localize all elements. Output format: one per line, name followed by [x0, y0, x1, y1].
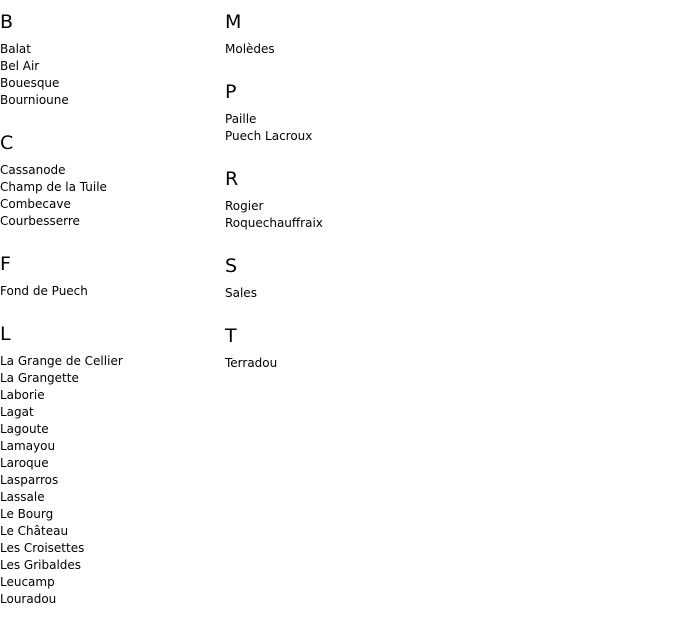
list-item[interactable]: Sales	[225, 286, 257, 300]
name-list	[0, 41, 220, 109]
section-heading: B	[0, 11, 14, 33]
list-item[interactable]: Les Croisettes	[0, 541, 85, 555]
list-item[interactable]: Laborie	[0, 388, 45, 402]
list-item[interactable]: Lagoute	[0, 422, 49, 436]
letter-group-p	[225, 81, 485, 145]
list-item[interactable]: Lamayou	[0, 439, 56, 453]
name-list	[225, 355, 485, 372]
name-list	[225, 41, 485, 58]
list-item[interactable]: Le Château	[0, 524, 69, 538]
section-heading: S	[225, 255, 238, 277]
name-list	[0, 162, 220, 230]
letter-group-s	[225, 255, 485, 302]
list-item[interactable]: Leucamp	[0, 575, 55, 589]
list-item[interactable]: Le Bourg	[0, 507, 54, 521]
letter-group-m	[225, 11, 485, 58]
list-item[interactable]: Champ de la Tuile	[0, 180, 107, 194]
list-item[interactable]: La Grangette	[0, 371, 79, 385]
section-heading: F	[0, 253, 11, 275]
list-item[interactable]: Terradou	[225, 356, 278, 370]
list-item[interactable]: Molèdes	[225, 42, 275, 56]
letter-group-b	[0, 11, 220, 109]
list-item[interactable]: Courbesserre	[0, 214, 80, 228]
name-list	[0, 353, 220, 608]
letter-group-t	[225, 325, 485, 372]
list-item[interactable]: Fond de Puech	[0, 284, 88, 298]
section-heading: L	[0, 323, 11, 345]
section-heading: M	[225, 11, 242, 33]
section-heading: C	[0, 132, 14, 154]
list-item[interactable]: Lagat	[0, 405, 34, 419]
list-item[interactable]: Cassanode	[0, 163, 66, 177]
name-list	[0, 283, 220, 300]
letter-group-l	[0, 323, 220, 608]
list-item[interactable]: Les Gribaldes	[0, 558, 82, 572]
right-column	[225, 0, 485, 372]
letter-group-f	[0, 253, 220, 300]
list-item[interactable]: Rogier	[225, 199, 264, 213]
list-item[interactable]: Lasparros	[0, 473, 59, 487]
name-list	[225, 285, 485, 302]
list-item[interactable]: Paille	[225, 112, 257, 126]
list-item[interactable]: Roquechauffraix	[225, 216, 323, 230]
list-item[interactable]: Lassale	[0, 490, 45, 504]
letter-group-c	[0, 132, 220, 230]
list-item[interactable]: Combecave	[0, 197, 71, 211]
section-heading: R	[225, 168, 239, 190]
section-heading: T	[225, 325, 237, 347]
list-item[interactable]: Louradou	[0, 592, 57, 606]
name-list	[225, 198, 485, 232]
list-item[interactable]: Puech Lacroux	[225, 129, 313, 143]
name-list	[225, 111, 485, 145]
list-item[interactable]: Bournioune	[0, 93, 69, 107]
list-item[interactable]: Bel Air	[0, 59, 40, 73]
list-item[interactable]: Balat	[0, 42, 31, 56]
left-column	[0, 0, 220, 608]
letter-group-r	[225, 168, 485, 232]
list-item[interactable]: La Grange de Cellier	[0, 354, 123, 368]
section-heading: P	[225, 81, 237, 103]
list-item[interactable]: Laroque	[0, 456, 49, 470]
list-item[interactable]: Bouesque	[0, 76, 60, 90]
